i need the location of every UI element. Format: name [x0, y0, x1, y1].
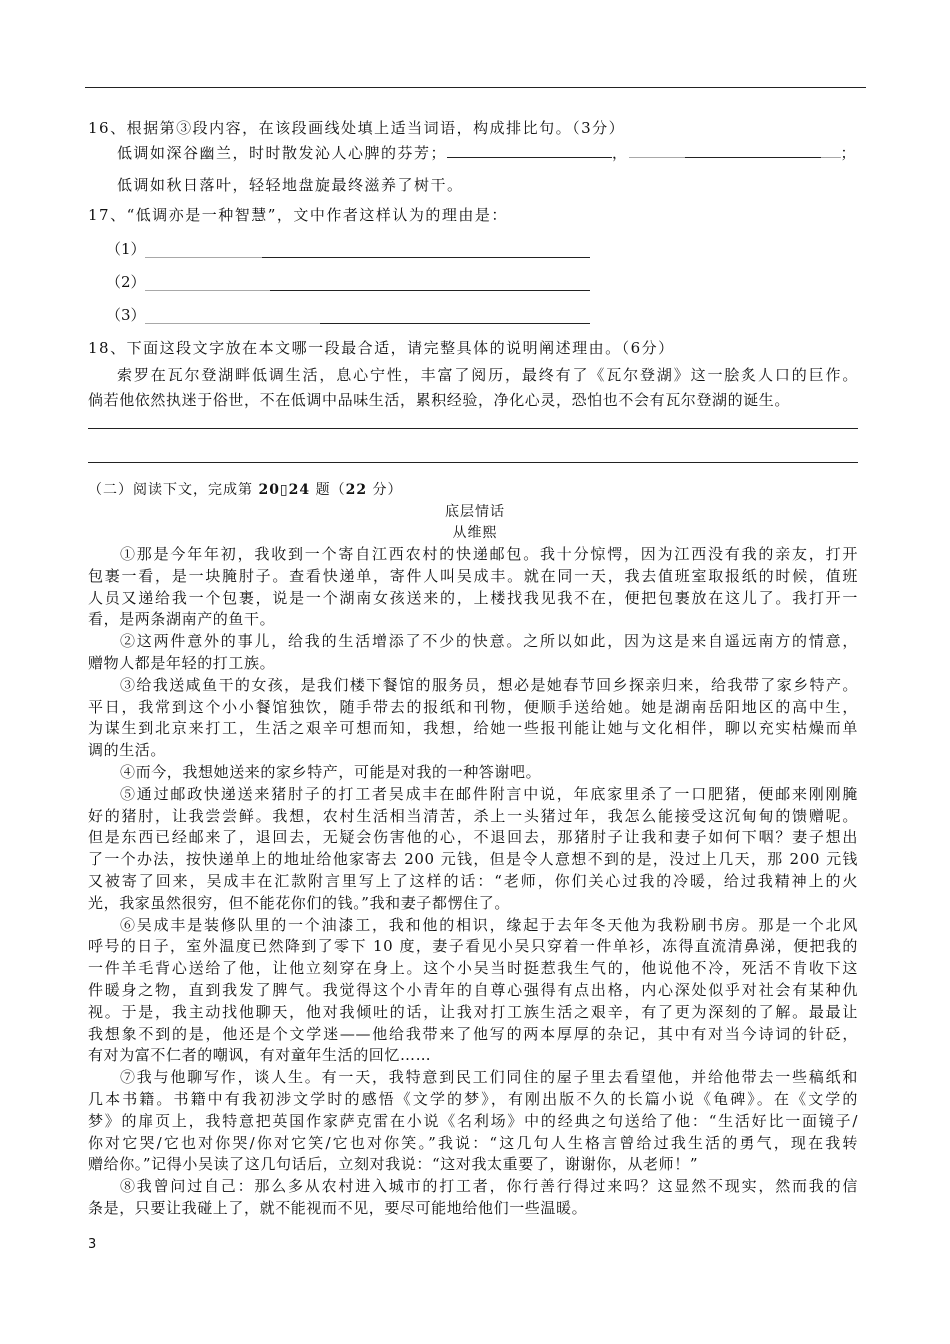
paragraph-6-line-7: 有对为富不仁者的嘲讽，有对童年生活的回忆…… — [88, 1046, 432, 1065]
q18-answer-line-2 — [88, 462, 858, 463]
q17-item-2-line-light — [145, 290, 270, 291]
paragraph-5-line-2: 好的猪肘，让我尝尝鲜。我想，农村生活相当清苦，杀上一头猪过年，我怎么能接受这沉甸甸的馈赠呢。 — [88, 806, 858, 825]
paragraph-7-line-1: ⑦我与他聊写作，谈人生。有一天，我特意到民工们同住的屋子里去看望他，并给他带去一些稿纸和 — [120, 1068, 858, 1087]
paragraph-6-line-1: ⑥吴成丰是装修队里的一个油漆工，我和他的相识，缘起于去年冬天他为我粉刷书房。那是一个北风 — [120, 915, 858, 934]
paragraph-5-line-6: 光，我家虽然很穷，但不能花你们的钱。”我和妻子都愣住了。 — [88, 893, 510, 912]
paragraph-6 — [88, 915, 858, 1068]
paragraph-6-line-4: 件暖身之物，直到我发了脾气。我觉得这个小青年的自尊心强得有点出格，内心深处似乎对社会有某种仇 — [88, 980, 858, 999]
paragraph-6-line-2: 呼号的日子，室外温度已然降到了零下 10 度，妻子看见小吴只穿着一件单衫，冻得直流清鼻涕，便把我的 — [88, 937, 858, 956]
q16-prompt: 16、根据第③段内容，在该段画线处填上适当词语，构成排比句。（3分） — [88, 119, 626, 137]
q17-item-3-line-light — [145, 323, 320, 324]
paragraph-1-line-3: 人员又递给我一个包裹，说是一个湖南女孩送来的，上楼找我见我不在，便把包裹放在这儿了。我打开一 — [88, 588, 858, 607]
q17-item-3-line — [320, 323, 590, 324]
paragraph-5-line-3: 但是东西已经邮来了，退回去，无疑会伤害他的心，不退回去，那猪肘子让我和妻子如何下咽？妻子想出 — [88, 828, 858, 847]
paragraph-7-line-2: 几本书籍。书籍中有我初涉文学时的感悟《文学的梦》，有刚出版不久的长篇小说《龟碑》。在《文学的 — [88, 1089, 858, 1108]
article-body — [88, 544, 858, 1220]
q18-answer-line-1 — [88, 428, 858, 429]
page-number: 3 — [88, 1237, 97, 1252]
paragraph-1-line-2: 包裹一看，是一块腌肘子。查看快递单，寄件人叫吴成丰。就在同一天，我去值班室取报纸的时候，值班 — [88, 566, 858, 585]
section-2-heading — [88, 479, 403, 501]
paragraph-5-line-4: 了一个办法，按快递单上的地址给他家寄去 200 元钱，但是令人意想不到的是，没过上几天，那 200 元钱 — [88, 850, 858, 869]
section-2-points: 22 — [345, 482, 368, 498]
section-2-range: 20▯24 — [258, 482, 311, 498]
paragraph-5-line-5: 又被寄了回来，吴成丰在汇款附言里写上了这样的话：“老师，你们关心过我的冷暖，给过我精神上的火 — [88, 871, 858, 890]
q16-blank-2a — [629, 143, 685, 158]
paragraph-7-line-3: 梦》的扉页上，我特意把英国作家萨克雷在小说《名利场》中的经典之句送给了他：“生活好比一面镜子/ — [88, 1111, 858, 1130]
q16-blank-2b — [685, 143, 821, 158]
section-2-suffix: 分） — [367, 482, 403, 498]
paragraph-8-line-2: 条是，只要让我碰上了，就不能视而不见，要尽可能地给他们一些温暖。 — [88, 1198, 588, 1217]
article-title: 底层情话 — [445, 504, 505, 520]
paragraph-6-line-3: 一件羊毛背心送给了他，让他立刻穿在身上。这个小吴当时挺惹我生气的，他说他不冷，死活不肯收下这 — [88, 959, 858, 978]
q16-separator: ， — [612, 144, 629, 162]
paragraph-1 — [88, 544, 858, 631]
q17-item-2-line — [270, 290, 590, 291]
q18-passage-line-2: 倘若他依然执迷于俗世，不在低调中品味生活，累积经验，净化心灵，恐怕也不会有瓦尔登湖的诞生。 — [88, 391, 791, 409]
q17-prompt: 17、“低调亦是一种智慧”，文中作者这样认为的理由是： — [88, 206, 508, 224]
paragraph-8-line-1: ⑧我曾问过自己：那么多从农村进入城市的打工者，你行善行得过来吗？这显然不现实，然而我的信 — [120, 1177, 858, 1196]
q18-passage-line-1: 索罗在瓦尔登湖畔低调生活，息心宁性，丰富了阅历，最终有了《瓦尔登湖》这一脍炙人口的巨作。 — [117, 366, 858, 384]
q17-item-3-label: （3） — [106, 306, 146, 324]
paragraph-5-line-1: ⑤通过邮政快递送来猪肘子的打工者吴成丰在邮件附言中说，年底家里杀了一口肥猪，便邮来刚刚腌 — [120, 784, 858, 803]
article-author: 从维熙 — [452, 525, 498, 541]
q17-item-1-line-light — [145, 257, 262, 258]
paragraph-3-line-1: ③给我送咸鱼干的女孩，是我们楼下餐馆的服务员，想必是她春节回乡探亲归来，给我带了家乡特产。 — [120, 675, 858, 694]
paragraph-2-line-2: 赠物人都是年轻的打工族。 — [88, 653, 276, 672]
paragraph-8 — [88, 1176, 858, 1220]
paragraph-7-line-4: 你对它哭/它也对你哭/你对它笑/它也对你笑。”我说：“这几句人生格言曾给过我生活的勇气，现在我转 — [88, 1133, 858, 1152]
q16-line1-text: 低调如深谷幽兰，时时散发沁人心脾的芬芳； — [117, 144, 448, 162]
paragraph-7 — [88, 1067, 858, 1176]
paragraph-4-line-1: ④而今，我想她送来的家乡特产，可能是对我的一种答谢吧。 — [120, 762, 542, 781]
paragraph-1-line-4: 看，是两条湖南产的鱼干。 — [88, 610, 276, 629]
section-2-prefix: （二）阅读下文，完成第 — [88, 482, 259, 498]
paragraph-7-line-5: 赠给你。”记得小吴读了这几句话后，立刻对我说：“这对我太重要了，谢谢你，从老师！” — [88, 1155, 699, 1174]
q16-blank-2c — [821, 143, 841, 158]
paragraph-6-line-5: 视。于是，我主动找他聊天，他对我倾吐的话，让我对打工族生活之艰辛，有了更为深刻的了解。最最让 — [88, 1002, 858, 1021]
paragraph-2-line-1: ②这两件意外的事儿，给我的生活增添了不少的快意。之所以如此，因为这是来自遥远南方的情意， — [120, 632, 858, 651]
paragraph-6-line-6: 我想象不到的是，他还是个文学迷——他给我带来了他写的两本厚厚的杂记，其中有对当今诗词的针砭， — [88, 1024, 858, 1043]
q18-prompt: 18、下面这段文字放在本文哪一段最合适，请完整具体的说明阐述理由。（6分） — [88, 339, 675, 357]
q16-blank-1 — [447, 143, 612, 158]
q16-end: ； — [840, 144, 858, 162]
paragraph-3-line-2: 平日，我常到这个小小餐馆独饮，随手带去的报纸和刊物，便顺手送给她。她是湖南岳阳地区的高中生， — [88, 697, 858, 716]
q16-line2: 低调如秋日落叶，轻轻地盘旋最终滋养了树干。 — [117, 176, 464, 194]
q17-item-1-label: （1） — [106, 240, 146, 258]
q17-item-2-label: （2） — [106, 273, 146, 291]
section-2-middle: 题（ — [310, 482, 346, 498]
paragraph-5 — [88, 784, 858, 915]
paragraph-3-line-3: 为谋生到北京来打工，生活之艰辛可想而知，我想，给她一些报刊能让她与文化相伴，聊以充实枯燥而单 — [88, 719, 858, 738]
paragraph-3 — [88, 675, 858, 762]
q17-item-1-line — [262, 257, 590, 258]
paragraph-3-line-4: 调的生活。 — [88, 741, 167, 760]
paragraph-4 — [88, 762, 858, 784]
header-rule — [85, 87, 866, 88]
paragraph-2 — [88, 631, 858, 675]
q16-fill-line — [117, 142, 857, 164]
paragraph-1-line-1: ①那是今年年初，我收到一个寄自江西农村的快递邮包。我十分惊愕，因为江西没有我的亲友，打开 — [120, 545, 858, 563]
